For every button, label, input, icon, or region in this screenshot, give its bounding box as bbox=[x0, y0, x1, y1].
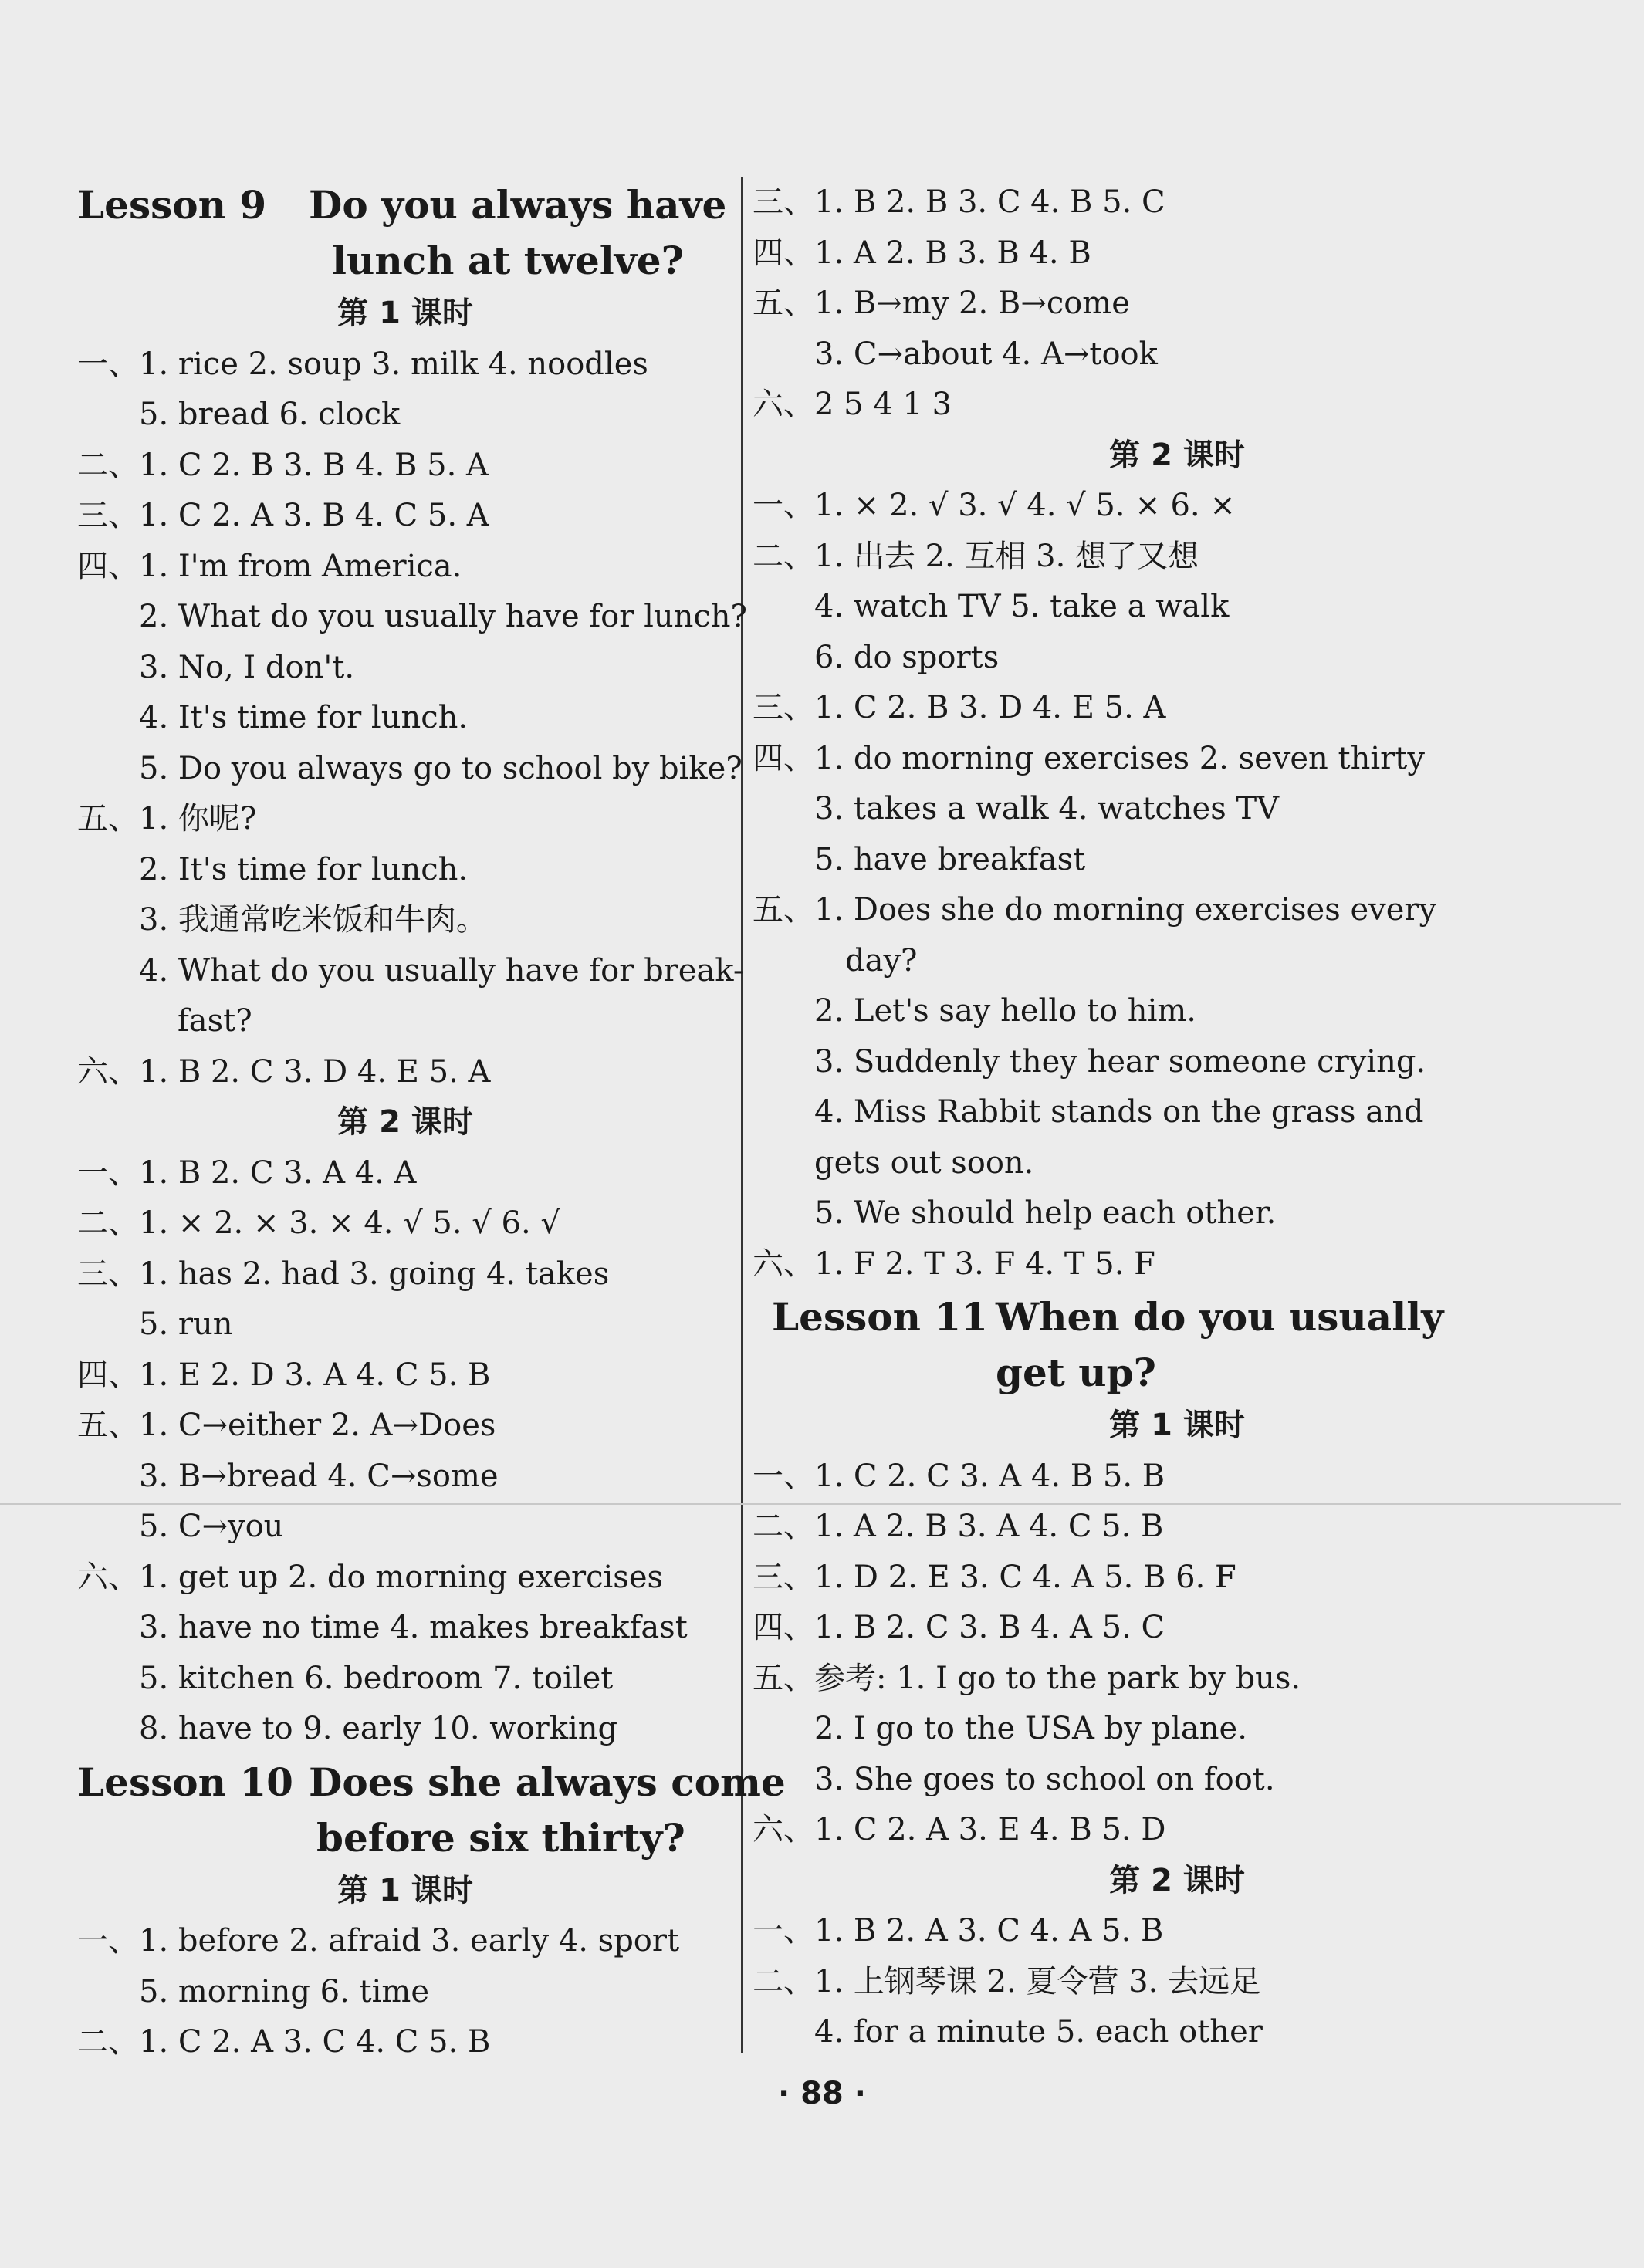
answer-line: 六、1. get up 2. do morning exercises bbox=[77, 1559, 664, 1595]
period-1-title: 第 1 课时 bbox=[1109, 1408, 1245, 1443]
answer-line: 六、1. B 2. C 3. D 4. E 5. A bbox=[77, 1053, 491, 1090]
answer-line: 5. bread 6. clock bbox=[139, 397, 401, 432]
lesson-11-heading-cont: get up? bbox=[996, 1350, 1156, 1395]
answer-line: 5. C→you bbox=[139, 1509, 284, 1544]
answer-line: 5. kitchen 6. bedroom 7. toilet bbox=[139, 1660, 614, 1696]
answer-line: 3. have no time 4. makes breakfast bbox=[139, 1610, 688, 1645]
answer-line: 2. What do you usually have for lunch? bbox=[139, 599, 747, 634]
answer-line: 3. takes a walk 4. watches TV bbox=[814, 791, 1280, 826]
answer-line: 二、1. A 2. B 3. A 4. C 5. B bbox=[753, 1509, 1164, 1544]
answer-line: 一、1. before 2. afraid 3. early 4. sport bbox=[77, 1923, 680, 1959]
answer-line: 四、1. I'm from America. bbox=[77, 548, 462, 584]
answer-line: 一、1. rice 2. soup 3. milk 4. noodles bbox=[77, 346, 648, 382]
answer-line: 三、1. C 2. A 3. B 4. C 5. A bbox=[77, 498, 489, 533]
page-number: · 88 · bbox=[778, 2076, 866, 2111]
lesson-9-heading: Lesson 9 Do you always have bbox=[77, 182, 727, 228]
lesson-10-heading: Lesson 10 Does she always come bbox=[77, 1759, 786, 1805]
answer-line: 二、1. C 2. B 3. B 4. B 5. A bbox=[77, 447, 489, 483]
answer-line: 五、1. B→my 2. B→come bbox=[753, 286, 1130, 321]
answer-line: 二、1. 出去 2. 互相 3. 想了又想 bbox=[753, 538, 1199, 574]
answer-line: 2. It's time for lunch. bbox=[139, 851, 469, 887]
answer-line: day? bbox=[845, 942, 918, 979]
period-2-title: 第 2 课时 bbox=[337, 1104, 473, 1140]
answer-line: 4. for a minute 5. each other bbox=[814, 2014, 1263, 2050]
answer-line: 一、1. B 2. A 3. C 4. A 5. B bbox=[753, 1913, 1164, 1949]
answer-line: 2. Let's say hello to him. bbox=[814, 993, 1196, 1029]
lesson-11-heading: Lesson 11 When do you usually bbox=[772, 1294, 1444, 1340]
lesson-10-heading-cont: before six thirty? bbox=[316, 1814, 685, 1861]
answer-line: 五、1. Does she do morning exercises every bbox=[753, 892, 1437, 928]
answer-line: 5. Do you always go to school by bike? bbox=[139, 750, 743, 786]
answer-line: 六、1. F 2. T 3. F 4. T 5. F bbox=[753, 1246, 1155, 1282]
answer-line: 三、1. C 2. B 3. D 4. E 5. A bbox=[753, 690, 1166, 725]
right-column bbox=[753, 177, 1602, 2058]
answer-line: 3. No, I don't. bbox=[139, 649, 355, 685]
answer-line: 3. Suddenly they hear someone crying. bbox=[814, 1043, 1426, 1080]
answer-line: 六、2 5 4 1 3 bbox=[753, 387, 952, 422]
answer-line: 3. C→about 4. A→took bbox=[814, 336, 1158, 372]
answer-line: 5. have breakfast bbox=[814, 841, 1086, 877]
period-2-title: 第 2 课时 bbox=[1109, 1862, 1245, 1898]
answer-line: 6. do sports bbox=[814, 639, 1000, 675]
answer-line: 4. What do you usually have for break- bbox=[139, 952, 744, 989]
period-2-title: 第 2 课时 bbox=[1109, 437, 1245, 473]
answer-line: 三、1. B 2. B 3. C 4. B 5. C bbox=[753, 184, 1165, 220]
answer-line: 三、1. has 2. had 3. going 4. takes bbox=[77, 1256, 610, 1292]
answer-line: 五、1. 你呢? bbox=[77, 801, 257, 837]
answer-line: 8. have to 9. early 10. working bbox=[139, 1711, 618, 1746]
left-column bbox=[77, 177, 786, 2068]
answer-line: gets out soon. bbox=[814, 1144, 1034, 1181]
answer-line: 5. morning 6. time bbox=[139, 1973, 429, 2009]
answer-line: 5. run bbox=[139, 1306, 233, 1342]
answer-line: 一、1. C 2. C 3. A 4. B 5. B bbox=[753, 1458, 1165, 1494]
answer-line: 一、1. × 2. √ 3. √ 4. √ 5. × 6. × bbox=[753, 488, 1236, 523]
period-1-title: 第 1 课时 bbox=[337, 296, 473, 331]
answer-line: 二、1. 上钢琴课 2. 夏令营 3. 去远足 bbox=[753, 1963, 1261, 1999]
answer-line: 五、1. C→either 2. A→Does bbox=[77, 1408, 496, 1443]
period-1-title: 第 1 课时 bbox=[337, 1872, 473, 1908]
answer-line: 3. 我通常吃米饭和牛肉。 bbox=[139, 902, 487, 938]
answer-line: 四、1. B 2. C 3. B 4. A 5. C bbox=[753, 1610, 1165, 1645]
answer-line: fast? bbox=[178, 1003, 252, 1039]
answer-line: 3. She goes to school on foot. bbox=[814, 1761, 1275, 1797]
answer-line: 二、1. × 2. × 3. × 4. √ 5. √ 6. √ bbox=[77, 1205, 560, 1241]
answer-line: 5. We should help each other. bbox=[814, 1195, 1277, 1231]
answer-line: 4. It's time for lunch. bbox=[139, 700, 469, 735]
answer-line: 3. B→bread 4. C→some bbox=[139, 1458, 499, 1494]
answer-line: 四、1. A 2. B 3. B 4. B bbox=[753, 235, 1091, 271]
answer-line: 4. Miss Rabbit stands on the grass and bbox=[814, 1094, 1424, 1130]
answer-line: 六、1. C 2. A 3. E 4. B 5. D bbox=[753, 1812, 1166, 1847]
answer-line: 二、1. C 2. A 3. C 4. C 5. B bbox=[77, 2024, 491, 2060]
answer-line: 4. watch TV 5. take a walk bbox=[814, 589, 1230, 624]
answer-line: 2. I go to the USA by plane. bbox=[814, 1711, 1247, 1746]
answer-line: 五、参考: 1. I go to the park by bus. bbox=[753, 1660, 1301, 1696]
answer-line: 四、1. E 2. D 3. A 4. C 5. B bbox=[77, 1357, 491, 1393]
answer-line: 四、1. do morning exercises 2. seven thirty bbox=[753, 740, 1425, 776]
answer-line: 三、1. D 2. E 3. C 4. A 5. B 6. F bbox=[753, 1559, 1236, 1595]
lesson-9-heading-cont: lunch at twelve? bbox=[332, 238, 684, 283]
answer-line: 一、1. B 2. C 3. A 4. A bbox=[77, 1154, 417, 1191]
